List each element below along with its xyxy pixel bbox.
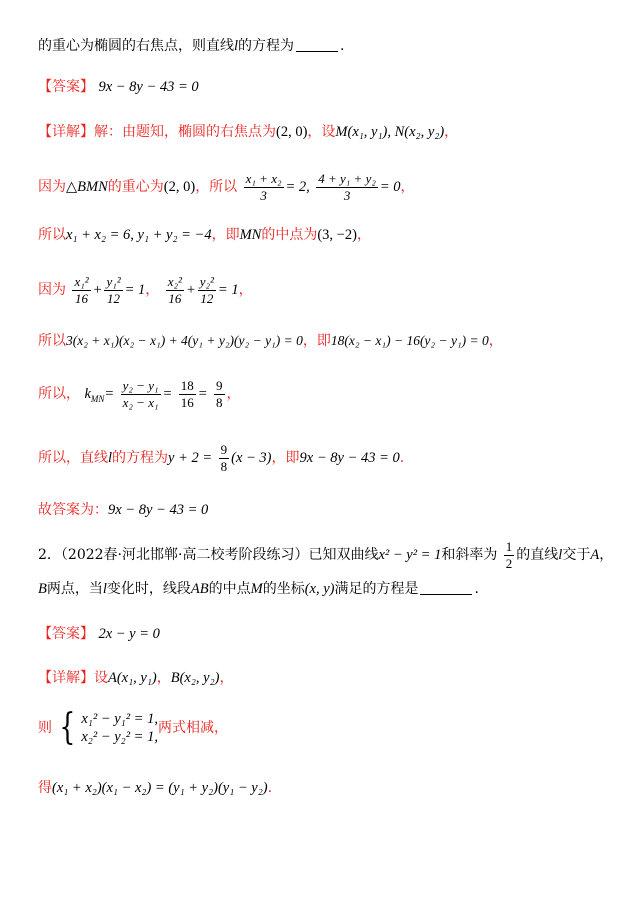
detail-tag: 【详解】 [38, 124, 94, 140]
detail-1-line-6: 所以， $k_{MN}=$ $\frac{\text{y₂ − y₁}}{\text{x₂ − x₁}}$ = $\frac{18}{16}$ = $\frac{9}{8}$ ， [38, 377, 241, 410]
fraction: $\frac{\text{y₂ − y₁}}{\text{x₂ − x₁}}$ [122, 377, 159, 410]
question-2-line-1: 2．（2022春·河北邯郸·高二校考阶段练习）已知双曲线x² − y² = 1和斜率为 $\frac{1}{2}$ 的直线l交于A， [38, 538, 614, 571]
fraction: $\frac{9}{8}$ [216, 377, 223, 410]
answer-blank [420, 580, 472, 595]
detail-2-line-1: 【详解】设A(x₁, y₁)，B(x₂, y₂)， [38, 670, 234, 686]
detail-tag: 【详解】 [38, 670, 94, 686]
detail-1-line-2: 因为△BMN的重心为(2, 0)，所以 $\frac{\text{x₁ + x₂}}{3}$ = 2, $\frac{\text{4 + y₁ + y₂}}{3}$ = 0， [38, 170, 415, 203]
brace: { [59, 707, 76, 748]
answer-1: 【答案】 9x − 8y − 43 = 0 [38, 79, 199, 95]
fraction: $\frac{\text{y₂²}}{12}$ [199, 273, 214, 306]
question-number: 2． [38, 547, 61, 563]
final-answer-1: 故答案为：9x − 8y − 43 = 0 [38, 502, 209, 518]
detail-1-line-7: 所以，直线l的方程为y + 2 = $\frac{9}{8}$ (x − 3)，即9x − 8y − 43 = 0. [38, 441, 405, 474]
detail-2-line-3: 得(x₁ + x₂)(x₁ − x₂) = (y₁ + y₂)(y₁ − y₂). [38, 780, 273, 796]
prev-question-tail: 的重心为椭圆的右焦点，则直线l的方程为 . [38, 38, 345, 54]
answer-2: 【答案】 2x − y = 0 [38, 626, 160, 642]
fraction: $\frac{\text{x₁ + x₂}}{3}$ [245, 170, 282, 203]
fraction: $\frac{9}{8}$ [220, 441, 228, 474]
fraction: $\frac{\text{4 + y₁ + y₂}}{3}$ [318, 170, 376, 203]
question-2-line-2: B两点，当l变化时，线段AB的中点M的坐标(x, y)满足的方程是 . [38, 581, 479, 597]
fraction: $\frac{\text{x₂²}}{16}$ [167, 273, 182, 306]
fraction: $\frac{1}{2}$ [505, 538, 513, 571]
detail-1-line-1: 【详解】解：由题知，椭圆的右焦点为(2, 0)，设M(x₁, y₁), N(x₂, y₂)， [38, 124, 459, 140]
answer-blank [296, 37, 338, 52]
detail-1-line-4: 因为 $\frac{\text{x₁²}}{16}$ + $\frac{\text{y₁²}}{12}$ = 1， $\frac{\text{x₂²}}{16}$ + $\frac{\text{y₂²}}{12}$ = 1， [38, 273, 253, 306]
detail-1-line-5: 所以3(x₂ + x₁)(x₂ − x₁) + 4(y₁ + y₂)(y₂ − y₁) = 0，即18(x₂ − x₁) − 16(y₂ − y₁) = 0， [38, 333, 503, 349]
detail-1-line-3: 所以x₁ + x₂ = 6, y₁ + y₂ = −4，即MN的中点为(3, −2)， [38, 227, 371, 243]
answer-tag: 【答案】 [38, 626, 94, 642]
equation-system: 则 { x₁² − y₁² = 1, x₂² − y₂² = 1, 两式相减， [38, 707, 228, 748]
answer-tag: 【答案】 [38, 79, 94, 95]
fraction: $\frac{\text{y₁²}}{12}$ [106, 273, 121, 306]
fraction: $\frac{18}{16}$ [180, 377, 194, 410]
fraction: $\frac{\text{x₁²}}{16}$ [74, 273, 89, 306]
